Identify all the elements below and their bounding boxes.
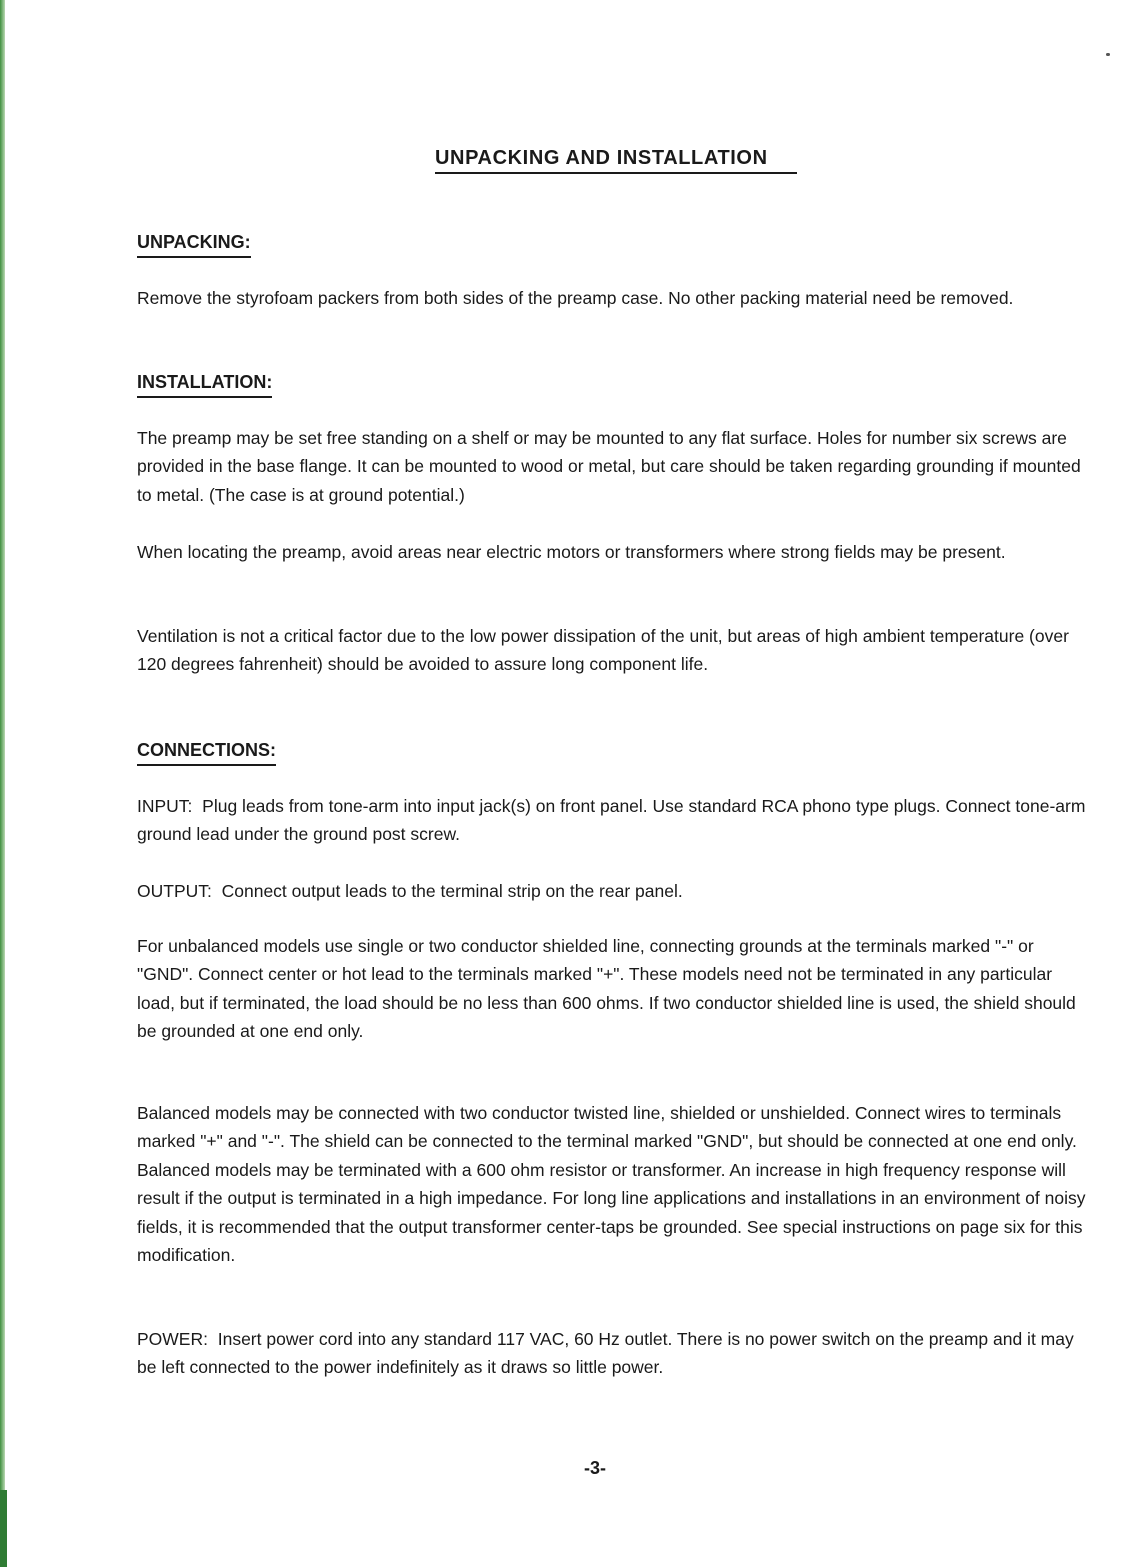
power-label: POWER: [137,1329,208,1349]
input-text: Plug leads from tone-arm into input jack(s) on front panel. Use standard RCA phono type plugs. Connect tone-arm ground lead under the ground post screw. [137,796,1086,845]
unpacking-paragraph: Remove the styrofoam packers from both sides of the preamp case. No other packing material need be removed. [137,288,1014,308]
unpacking-heading: UNPACKING: [137,231,251,258]
balanced-paragraph: Balanced models may be connected with two conductor twisted line, shielded or unshielded. Connect wires to terminals marked "+" and "-". The shield can be connected to the terminal marked "GND", but should be connected at one end only. Balanced models may be terminated with a 600 ohm resistor or transformer. An increase in high frequency response will result if the output is terminated in a high impedance. For long line applications and installations in an environment of noisy fields, it is recommended that the output transformer center-taps be grounded. See special instructions on page six for this modification. [137,1103,1086,1266]
power-text: Insert power cord into any standard 117 VAC, 60 Hz outlet. There is no power switch on the preamp and it may be left connected to the power indefinitely as it draws so little power. [137,1329,1074,1378]
installation-paragraph-mounting: The preamp may be set free standing on a shelf or may be mounted to any flat surface. Holes for number six screws are provided in the base flange. It can be mounted to wood or metal, but care should be taken regarding grounding if mounted to metal. (The case is at ground potential.) [137,428,1081,505]
page-title: UNPACKING AND INSTALLATION [435,146,797,174]
paper-speck [1106,53,1110,56]
output-paragraph [137,877,1092,905]
output-label: OUTPUT: [137,881,212,901]
unbalanced-paragraph: For unbalanced models use single or two conductor shielded line, connecting grounds at the terminals marked "-" or "GND". Connect center or hot lead to the terminals marked "+". These models need not be terminated in any particular load, but if terminated, the load should be no less than 600 ohms. If two conductor shielded line is used, the shield should be grounded at one end only. [137,936,1076,1042]
input-label: INPUT: [137,796,193,816]
installation-heading: INSTALLATION: [137,371,272,398]
page-edge-stain-spot [0,1490,7,1567]
output-text: Connect output leads to the terminal strip on the rear panel. [221,881,683,901]
input-paragraph [137,792,1092,849]
installation-paragraph-location: When locating the preamp, avoid areas near electric motors or transformers where strong fields may be present. [137,542,1006,562]
power-paragraph [137,1325,1092,1382]
installation-paragraph-ventilation: Ventilation is not a critical factor due to the low power dissipation of the unit, but areas of high ambient temperature (over 120 degrees fahrenheit) should be avoided to assure long component life. [137,626,1069,675]
page-number: -3- [584,1458,606,1478]
page-edge-stain [0,0,5,1567]
connections-heading: CONNECTIONS: [137,739,276,766]
